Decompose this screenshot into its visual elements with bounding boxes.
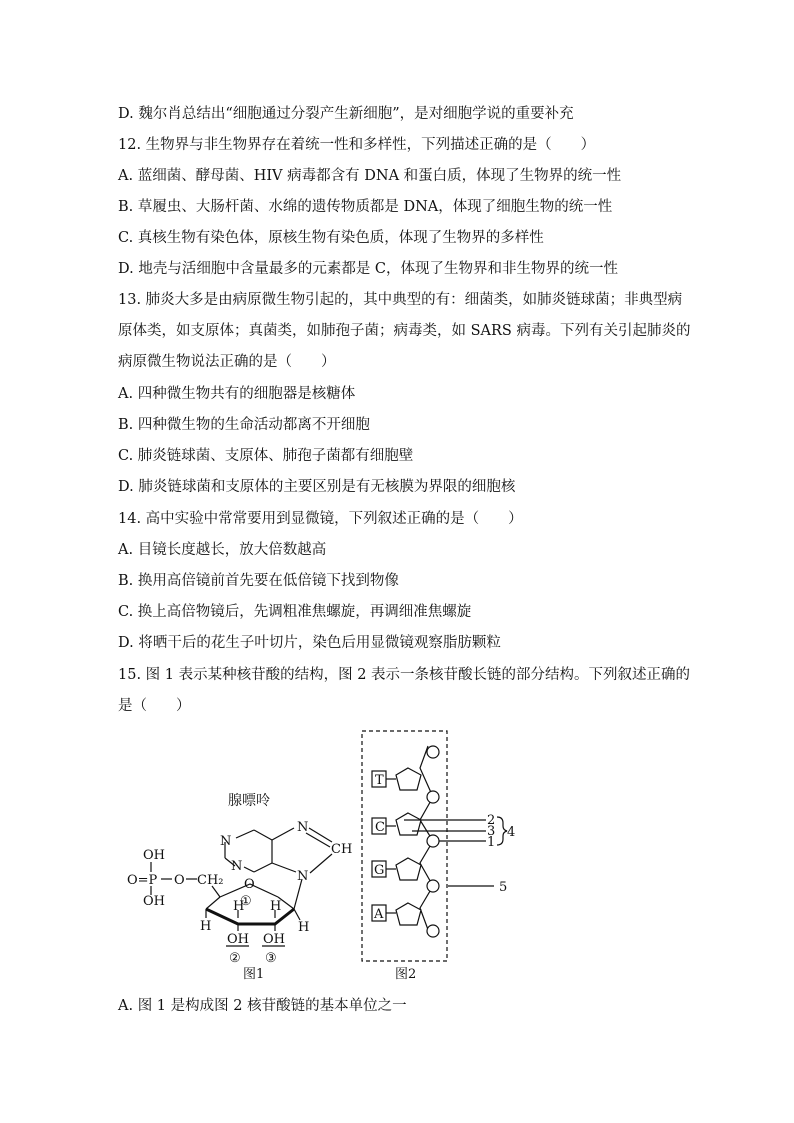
h-label: H bbox=[270, 899, 282, 914]
h-label: H bbox=[200, 919, 212, 934]
ch-label: CH bbox=[331, 842, 353, 857]
option-12d: D. 地壳与活细胞中含量最多的元素都是 C，体现了生物界和非生物界的统一性 bbox=[118, 261, 619, 277]
ester-o-label: O bbox=[174, 873, 185, 888]
base-t-label: T bbox=[375, 773, 384, 788]
question-13-stem: 原体类，如支原体；真菌类，如肺孢子菌；病毒类，如 SARS 病毒。下列有关引起肺炎的 bbox=[118, 323, 691, 339]
option-13d: D. 肺炎链球菌和支原体的主要区别是有无核膜为界限的细胞核 bbox=[118, 479, 516, 495]
phosphate-oh-bottom: OH bbox=[143, 894, 165, 909]
option-12c: C. 真核生物有染色体，原核生物有染色质，体现了生物界的多样性 bbox=[118, 230, 544, 246]
phosphate-p-label: O=P bbox=[127, 873, 158, 888]
marker-3: ③ bbox=[265, 951, 277, 966]
n-label: N bbox=[297, 820, 309, 835]
option-13c: C. 肺炎链球菌、支原体、肺孢子菌都有细胞壁 bbox=[118, 448, 414, 464]
question-13-stem: 病原微生物说法正确的是（ ） bbox=[118, 354, 336, 370]
option-15a: A. 图 1 是构成图 2 核苷酸链的基本单位之一 bbox=[118, 998, 407, 1014]
phosphate-oh-top: OH bbox=[143, 848, 165, 863]
question-15-stem: 15. 图 1 表示某种核苷酸的结构，图 2 表示一条核苷酸长链的部分结构。下列叙述正确的 bbox=[118, 667, 691, 683]
h-label: H bbox=[298, 920, 310, 935]
marker-1: ① bbox=[240, 894, 252, 909]
n-label: N bbox=[231, 859, 243, 874]
figure-2-strand bbox=[362, 731, 507, 961]
h-label: H bbox=[233, 899, 245, 914]
label-4: 4 bbox=[507, 825, 516, 840]
label-5: 5 bbox=[499, 880, 508, 895]
n-label: N bbox=[220, 834, 232, 849]
option-14d: D. 将晒干后的花生子叶切片，染色后用显微镜观察脂肪颗粒 bbox=[118, 635, 501, 651]
base-a-label: A bbox=[374, 907, 384, 922]
ch2-label: CH₂ bbox=[197, 873, 224, 888]
base-g-label: G bbox=[374, 863, 385, 878]
label-1: 1 bbox=[487, 835, 496, 850]
question-15-stem: 是（ ） bbox=[118, 698, 191, 714]
base-name-label: 腺嘌呤 bbox=[228, 793, 270, 809]
figure-1-caption: 图1 bbox=[243, 967, 265, 982]
option-14c: C. 换上高倍物镜后，先调粗准焦螺旋，再调细准焦螺旋 bbox=[118, 604, 472, 620]
n-label: N bbox=[297, 869, 309, 884]
ring-o-label: O bbox=[244, 877, 255, 892]
nucleotide-figure bbox=[118, 728, 558, 990]
base-c-label: C bbox=[375, 820, 385, 835]
label-2: 2 bbox=[487, 813, 496, 828]
figure-2-caption: 图2 bbox=[395, 967, 417, 982]
marker-2: ② bbox=[229, 951, 241, 966]
option-13b: B. 四种微生物的生命活动都离不开细胞 bbox=[118, 417, 370, 433]
oh-3-label: OH bbox=[263, 932, 285, 947]
option-14b: B. 换用高倍镜前首先要在低倍镜下找到物像 bbox=[118, 573, 399, 589]
option-14a: A. 目镜长度越长，放大倍数越高 bbox=[118, 542, 327, 558]
label-3: 3 bbox=[487, 824, 496, 839]
question-13-stem: 13. 肺炎大多是由病原微生物引起的，其中典型的有：细菌类，如肺炎链球菌；非典型病 bbox=[118, 292, 683, 308]
question-14-stem: 14. 高中实验中常常要用到显微镜，下列叙述正确的是（ ） bbox=[118, 511, 523, 527]
option-13a: A. 四种微生物共有的细胞器是核糖体 bbox=[118, 386, 356, 402]
text-line: D. 魏尔肖总结出“细胞通过分裂产生新细胞”，是对细胞学说的重要补充 bbox=[118, 106, 574, 122]
option-12a: A. 蓝细菌、酵母菌、HIV 病毒都含有 DNA 和蛋白质，体现了生物界的统一性 bbox=[118, 168, 622, 184]
option-12b: B. 草履虫、大肠杆菌、水绵的遗传物质都是 DNA，体现了细胞生物的统一性 bbox=[118, 199, 613, 215]
question-12-stem: 12. 生物界与非生物界存在着统一性和多样性，下列描述正确的是（ ） bbox=[118, 137, 596, 153]
oh-2-label: OH bbox=[227, 932, 249, 947]
